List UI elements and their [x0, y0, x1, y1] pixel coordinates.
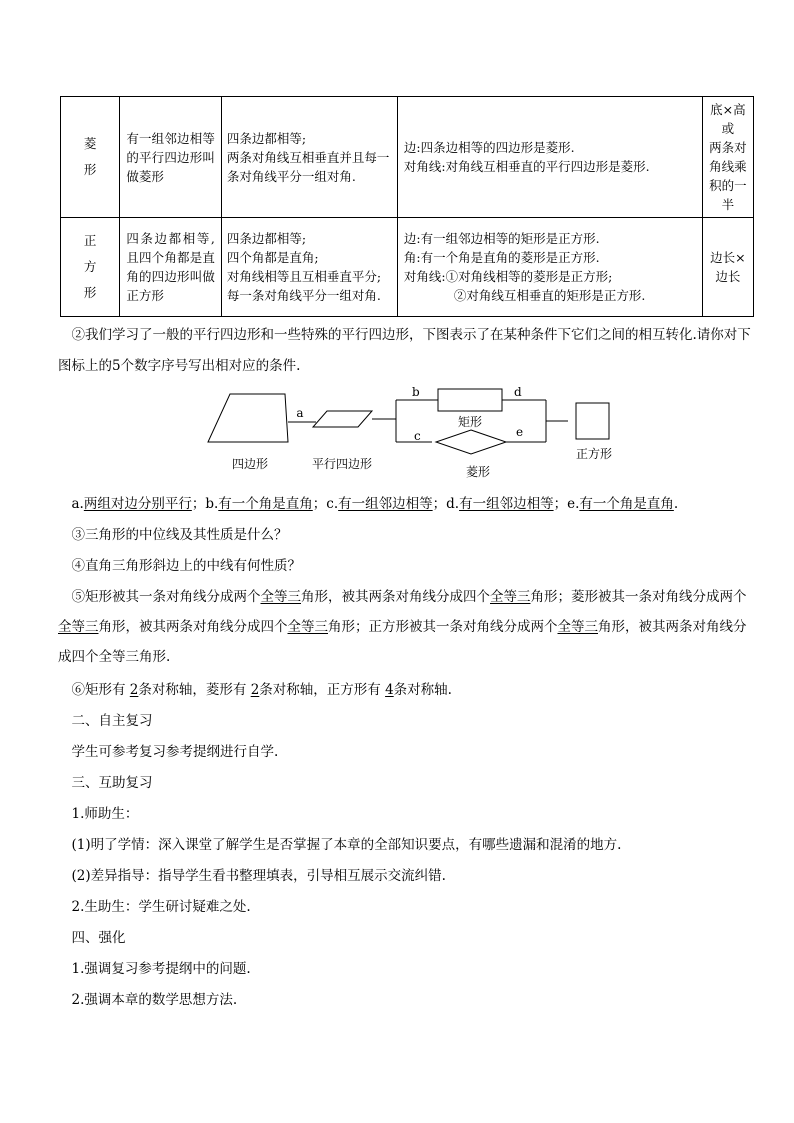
cell-name — [61, 218, 120, 317]
answers-line — [58, 489, 758, 519]
section-2-body: 学生可参考复习参考提纲进行自学. — [71, 744, 279, 760]
question-2-line1: ②我们学习了一般的平行四边形和一些特殊的平行四边形，下图表示了在某种条件下它们之间的相互转化.请你对下 — [71, 327, 751, 343]
area-line: 两条对 — [709, 140, 747, 155]
name-char: 菱 — [83, 136, 97, 151]
square-shape — [576, 403, 609, 439]
transformation-diagram — [200, 384, 620, 484]
name-char: 形 — [83, 162, 97, 177]
q6-blank: 2 — [250, 682, 260, 698]
judgement-line: 边:四条边相等的四边形是菱形. — [403, 140, 575, 155]
area-line: 半 — [721, 197, 735, 212]
section-3-title: 三、互助复习 — [71, 775, 153, 791]
q5-text: 角形，被其两条对角线分成四个 — [301, 589, 490, 605]
q6-blank: 2 — [129, 682, 139, 698]
area-line: 边长 — [715, 269, 741, 284]
section-4-item1: 1.强调复习参考提纲中的问题. — [71, 961, 251, 977]
q6-text: 条对称轴，正方形有 — [259, 682, 386, 698]
question-4: ④直角三角形斜边上的中线有何性质？ — [71, 558, 301, 574]
q5-text: 角形，被其两条对角线分成 — [58, 619, 747, 665]
answer-prefix: ；d. — [432, 496, 460, 512]
area-line: 边长× — [710, 250, 746, 265]
section-4-title: 四、强化 — [71, 930, 126, 946]
answer-prefix: ；b. — [191, 496, 219, 512]
area-line: 底×高 — [710, 102, 746, 117]
label-b: b — [412, 385, 420, 399]
answer-b: 有一个角是直角 — [218, 496, 313, 512]
caption-parallelogram: 平行四边形 — [311, 457, 373, 471]
q5-blank: 全等三 — [287, 619, 328, 635]
name-char: 形 — [83, 285, 97, 300]
area-line: 角线乘 — [709, 159, 747, 174]
rectangle-shape — [438, 389, 502, 411]
judgement-line: 边:有一组邻边相等的矩形是正方形. — [403, 231, 600, 246]
table-row-square — [61, 218, 754, 317]
judgement-line: ②对角线互相垂直的矩形是正方形. — [453, 288, 646, 303]
q5-text: 四个全等三角形. — [71, 649, 171, 665]
judgement-line: 对角线:对角线互相垂直的平行四边形是菱形. — [403, 159, 650, 174]
cell-name — [61, 97, 120, 218]
label-e: e — [516, 425, 524, 439]
property-line: 两条对角线互相垂直并且每一条对角线平分一组对角. — [226, 149, 390, 184]
answer-prefix: ；e. — [553, 496, 580, 512]
cell-definition: 有一组邻边相等的平行四边形叫做菱形 — [120, 97, 222, 218]
q5-text: 角形；正方形被其一条对角线分成两个 — [328, 619, 558, 635]
section-4-item2: 2.强调本章的数学思想方法. — [71, 992, 238, 1008]
q6-text: ⑥矩形有 — [71, 682, 130, 698]
q5-text: 角形，被其两条对角线分成四个 — [98, 619, 288, 635]
q6-blank: 4 — [385, 682, 394, 698]
property-line: 每一条对角线平分一组对角. — [226, 288, 381, 303]
section-3-item1b: (2)差异指导：指导学生看书整理填表，引导相互展示交流纠错. — [71, 868, 446, 884]
name-char: 方 — [83, 259, 97, 274]
question-2-line2: 图标上的5个数字序号写出相对应的条件. — [58, 358, 301, 374]
judgement-line: 角:有一个角是直角的菱形是正方形. — [403, 250, 600, 265]
judgement-line: 对角线:①对角线相等的菱形是正方形; — [403, 269, 613, 284]
q6-text: 条对称轴. — [393, 682, 452, 698]
property-line: 四条边都相等; — [226, 130, 307, 146]
section-3-item2: 2.生助生：学生研讨疑难之处. — [71, 899, 251, 915]
section-3-item1a: (1)明了学情：深入课堂了解学生是否掌握了本章的全部知识要点，有哪些遗漏和混淆的地方. — [71, 837, 622, 853]
property-line: 四个角都是直角; — [226, 250, 319, 265]
quadrilateral-shape — [208, 394, 288, 442]
name-char: 正 — [83, 233, 97, 248]
table-row-rhombus — [61, 97, 754, 218]
question-2-cont — [58, 351, 758, 381]
q5-blank: 全等三 — [490, 589, 531, 605]
q5-blank: 全等三 — [557, 619, 598, 635]
property-line: 四条边都相等; — [226, 231, 307, 246]
caption-quadrilateral: 四边形 — [231, 457, 269, 471]
property-line: 对角线相等且互相垂直平分; — [226, 269, 382, 284]
answer-a: 两组对边分别平行 — [83, 496, 192, 512]
section-3-item1: 1.师助生： — [71, 806, 139, 822]
cell-properties — [221, 97, 397, 218]
parallelogram-shape — [313, 411, 372, 427]
question-6 — [58, 675, 758, 705]
label-d: d — [514, 385, 522, 399]
cell-judgement — [397, 97, 702, 218]
answer-end: . — [673, 496, 679, 512]
answer-e: 有一个角是直角 — [579, 496, 674, 512]
answer-prefix: a. — [71, 496, 84, 512]
caption-square: 正方形 — [575, 447, 613, 461]
q6-text: 条对称轴，菱形有 — [138, 682, 251, 698]
question-2 — [58, 320, 758, 350]
question-3: ③三角形的中位线及其性质是什么？ — [71, 527, 288, 543]
label-a: a — [296, 406, 304, 420]
caption-rhombus: 菱形 — [465, 465, 491, 479]
cell-area — [702, 97, 753, 218]
q5-text: 角形；菱形被其一条对角线分成两个 — [530, 589, 747, 605]
cell-properties — [221, 218, 397, 317]
q5-text: ⑤矩形被其一条对角线分成两个 — [71, 589, 261, 605]
label-rectangle: 矩形 — [457, 415, 483, 429]
section-2-title: 二、自主复习 — [71, 713, 153, 729]
area-line: 或 — [721, 121, 735, 136]
quadrilateral-table — [60, 96, 754, 317]
q5-blank: 全等三 — [260, 589, 301, 605]
cell-judgement — [397, 218, 702, 317]
question-5 — [58, 582, 758, 672]
cell-definition: 四条边都相等,且四个角都是直角的四边形叫做正方形 — [120, 218, 222, 317]
answer-prefix: ；c. — [312, 496, 339, 512]
cell-area — [702, 218, 753, 317]
area-line: 积的一 — [709, 178, 747, 193]
answer-c: 有一组邻边相等 — [338, 496, 433, 512]
label-c: c — [414, 429, 421, 443]
q5-blank: 全等三 — [58, 619, 99, 635]
answer-d: 有一组邻边相等 — [459, 496, 554, 512]
rhombus-shape — [436, 430, 506, 454]
